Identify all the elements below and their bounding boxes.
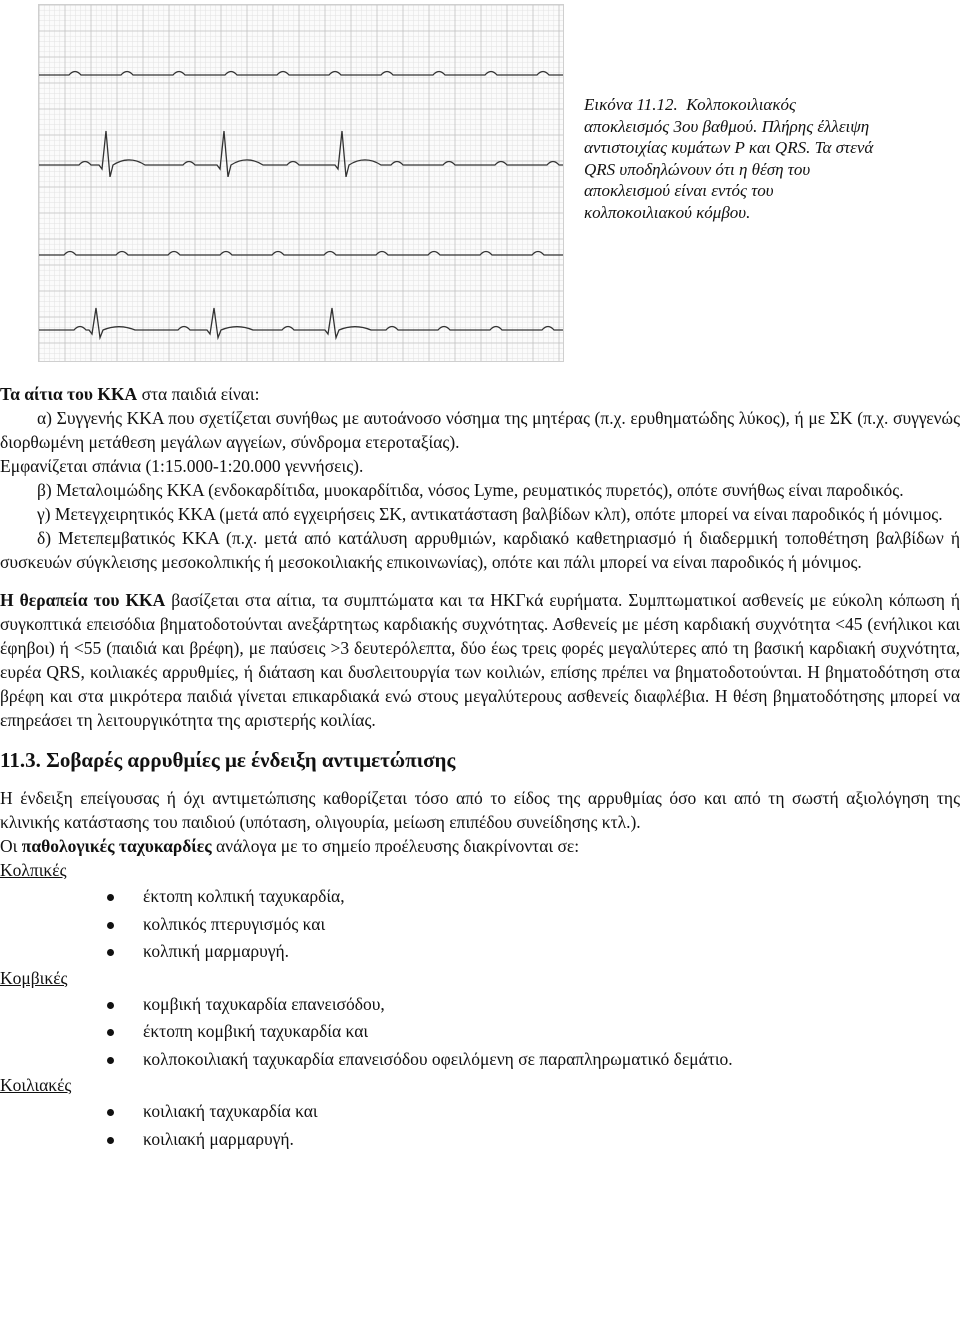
- bullet-icon: [107, 1057, 114, 1064]
- list-item: [0, 1018, 960, 1046]
- group-nodal: [0, 966, 960, 1074]
- list-item-text: κολπικός πτερυγισμός και: [143, 913, 326, 934]
- list-item-text: κοιλιακή ταχυκαρδία και: [143, 1101, 318, 1121]
- bullet-icon: [107, 1002, 114, 1009]
- cause-a-text: α) Συγγενής ΚΚΑ που σχετίζεται συνήθως με αυτοάνοσο νόσημα της μητέρας (π.χ. ερυθηματώδης λύκος), ή με ΣΚ (π.χ. συγγενώς διορθωμένη μετάθεση μεγάλων αγγείων, σύνδρομα ετεροταξίας).: [0, 408, 960, 452]
- list-item-text: κομβική ταχυκαρδία επανεισόδου,: [143, 993, 385, 1014]
- list-item-text: κολπική μαρμαρυγή.: [143, 941, 290, 961]
- classification-post: ανάλογα με το σημείο προέλευσης διακρίνονται σε:: [211, 836, 580, 856]
- list-item-text: έκτοπη κομβική ταχυκαρδία και: [143, 1021, 369, 1041]
- classification-pre: Οι: [0, 836, 22, 856]
- cause-d: δ) Μετεπεμβατικός ΚΚΑ (π.χ. μετά από κατάλυση αρρυθμιών, καρδιακό καθετηριασμό ή διαδερμική τοποθέτηση βαλβίδων ή συσκευών σύγκλεισης μεσοκολπικής ή μεσοκοιλιακής επικοινωνίας), οπότε και πάλι μπορεί να είναι παροδικός ή μόνιμος.: [0, 528, 960, 572]
- therapy-lead-bold: Η θεραπεία του ΚΚΑ: [0, 590, 166, 610]
- list-ventricular: [0, 1098, 960, 1153]
- ecg-figure-image: [38, 4, 564, 362]
- therapy-paragraph: [0, 588, 960, 732]
- list-item: [0, 911, 960, 939]
- group-heading-nodal: Κομβικές: [0, 967, 68, 988]
- ecg-trace: [39, 308, 563, 338]
- bullet-icon: [107, 894, 114, 901]
- bullet-icon: [107, 922, 114, 929]
- list-atrial: [0, 883, 960, 966]
- group-heading-ventricular: Κοιλιακές: [0, 1075, 72, 1095]
- figure-caption-label: Εικόνα 11.12.: [584, 95, 678, 114]
- bullet-icon: [107, 1029, 114, 1036]
- cause-a-tail: Εμφανίζεται σπάνια (1:15.000-1:20.000 γεννήσεις).: [0, 456, 364, 476]
- list-nodal: [0, 991, 960, 1074]
- cause-a: [0, 406, 960, 478]
- list-item: [0, 1126, 960, 1154]
- classification-sentence: [0, 834, 960, 858]
- section-title: 11.3. Σοβαρές αρρυθμίες με ένδειξη αντιμετώπισης: [0, 748, 456, 772]
- ecg-trace: [39, 72, 563, 76]
- figure-caption-text: Κολποκοιλιακός αποκλεισμός 3ου βαθμού. Πλήρης έλλειψη αντιστοιχίας κυμάτων P και QRS. Τα στενά QRS υποδηλώνουν ότι η θέση του αποκλεισμού είναι εντός του κολποκοιλιακού κόμβου.: [584, 95, 874, 222]
- classification-bold: παθολογικές ταχυκαρδίες: [21, 836, 212, 856]
- group-ventricular: [0, 1073, 960, 1153]
- bullet-icon: [107, 1137, 114, 1144]
- cause-b: β) Μεταλοιμώδης ΚΚΑ (ενδοκαρδίτιδα, μυοκαρδίτιδα, νόσος Lyme, ρευματικός πυρετός), οπότε συνήθως είναι παροδικός.: [37, 480, 904, 500]
- list-item: [0, 883, 960, 911]
- bullet-icon: [107, 1109, 114, 1116]
- list-item-text: κοιλιακή μαρμαρυγή.: [143, 1128, 294, 1149]
- cause-c: γ) Μετεγχειρητικός ΚΚΑ (μετά από εγχειρήσεις ΣΚ, αντικατάσταση βαλβίδων κλπ), οπότε μπορεί να είναι παροδικός ή μόνιμος.: [37, 504, 943, 524]
- causes-lead-rest: στα παιδιά είναι:: [137, 384, 260, 404]
- list-item-text: έκτοπη κολπική ταχυκαρδία,: [143, 886, 345, 906]
- section-intro: Η ένδειξη επείγουσας ή όχι αντιμετώπισης καθορίζεται τόσο από το είδος της αρρυθμίας όσο και από τη σωστή αξιολόγηση της κλινικής κατάστασης του παιδιού (υπόταση, ολιγουρία, μείωση επιπέδου συνείδησης κτλ.).: [0, 788, 960, 832]
- causes-lead: [0, 382, 960, 406]
- list-item: [0, 1046, 960, 1074]
- ecg-grid-major: [39, 5, 563, 361]
- group-heading-atrial: Κολπικές: [0, 860, 67, 880]
- bullet-icon: [107, 949, 114, 956]
- ecg-trace: [39, 131, 563, 177]
- causes-lead-bold: Τα αίτια του ΚΚΑ: [0, 384, 138, 404]
- list-item: [0, 1098, 960, 1126]
- ecg-grid-minor: [39, 5, 563, 361]
- group-atrial: [0, 858, 960, 966]
- list-item: [0, 938, 960, 966]
- list-item-text: κολποκοιλιακή ταχυκαρδία επανεισόδου οφειλόμενη σε παραπληρωματικό δεμάτιο.: [143, 1048, 733, 1069]
- therapy-text: βασίζεται στα αίτια, τα συμπτώματα και τα ΗΚΓκά ευρήματα. Συμπτωματικοί ασθενείς με εύκολη κόπωση ή συγκοπτικά επεισόδια βηματοδοτούνται ανεξάρτητως καρδιακής συχνότητας. Ασθενείς με μέση καρδιακή συχνότητα <45 (ενήλικοι και έφηβοι) ή <55 (παιδιά και βρέφη), με παύσεις >3 δευτερόλεπτα, δύο έως τρεις φορές μεγαλύτερες από τη βασική καρδιακή συχνότητα, ευρέα QRS, κοιλιακές αρρυθμίες, ή διάταση και δυσλειτουργία των κοιλιών, επίσης πρέπει να βηματοδοτούνται. Η βηματοδότηση στα βρέφη και στα μικρότερα παιδιά γίνεται επικαρδιακά ενώ στους μεγαλύτερους ασθενείς διαφλέβια. Η θέση βηματοδότησης μπορεί να επηρεάσει τη λειτουργικότητα της αριστερής κοιλίας.: [0, 590, 960, 730]
- list-item: [0, 991, 960, 1019]
- figure-caption: [584, 94, 884, 223]
- ecg-strip-graphic: [39, 5, 563, 361]
- document-body: [0, 382, 960, 1153]
